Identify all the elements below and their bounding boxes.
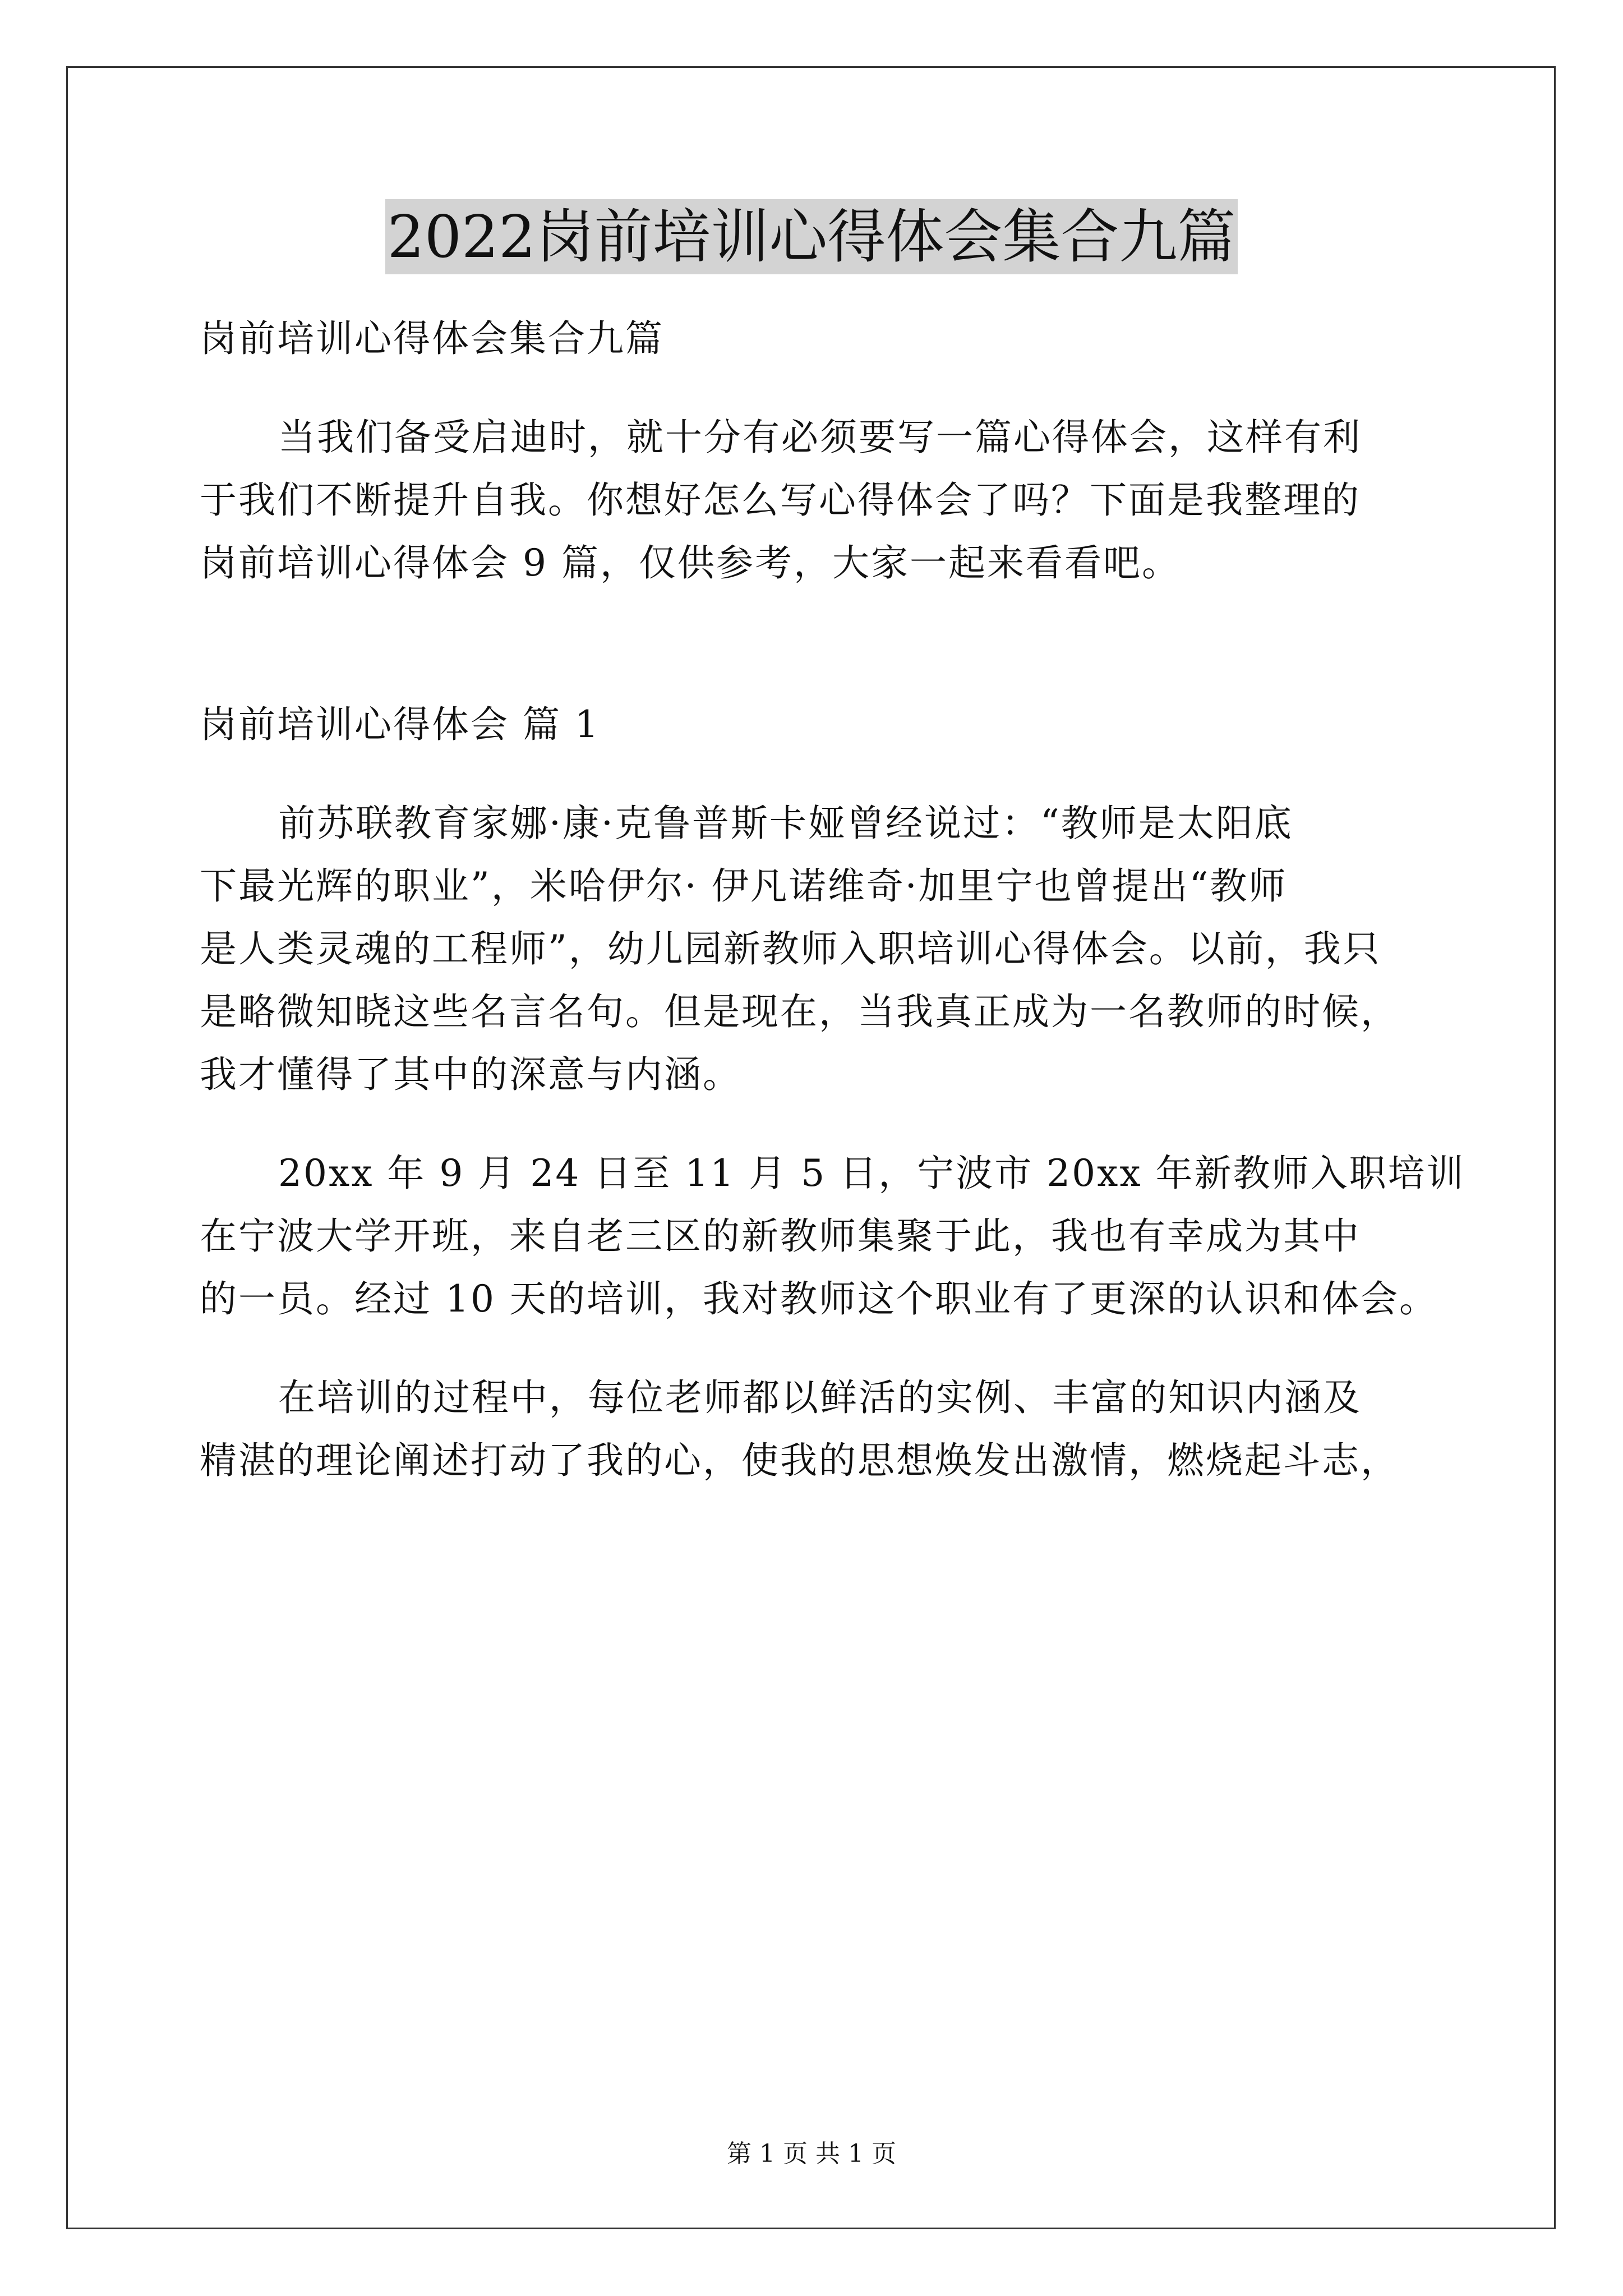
paragraph-line: 精湛的理论阐述打动了我的心，使我的思想焕发出激情，燃烧起斗志，	[200, 1439, 1399, 1482]
section-heading-text: 岗前培训心得体会 篇 1	[200, 703, 600, 746]
paragraph-line: 前苏联教育家娜·康·克鲁普斯卡娅曾经说过：“教师是太阳底	[278, 802, 1293, 845]
paragraph-1	[200, 792, 1428, 1106]
paragraph-line: 20xx 年 9 月 24 日至 11 月 5 日，宁波市 20xx 年新教师入职培训	[278, 1152, 1465, 1195]
page-number: 第 1 页 共 1 页	[727, 2139, 896, 2168]
paragraph-line: 是略微知晓这些名言名句。但是现在，当我真正成为一名教师的时候，	[200, 990, 1399, 1033]
subtitle	[200, 307, 1428, 370]
document-body	[200, 307, 1465, 1492]
intro-line: 于我们不断提升自我。你想好怎么写心得体会了吗？下面是我整理的	[200, 478, 1361, 522]
subtitle-line: 岗前培训心得体会集合九篇	[200, 317, 664, 360]
paragraph-3	[200, 1366, 1428, 1492]
section-heading	[200, 693, 1428, 756]
paragraph-line: 在培训的过程中，每位老师都以鲜活的实例、丰富的知识内涵及	[278, 1376, 1362, 1419]
paragraph-line: 下最光辉的职业”，米哈伊尔· 伊凡诺维奇·加里宁也曾提出“教师	[200, 864, 1288, 908]
document-title	[0, 197, 1623, 276]
page-footer	[0, 2137, 1623, 2171]
paragraph-line: 的一员。经过 10 天的培训，我对教师这个职业有了更深的认识和体会。	[200, 1277, 1438, 1320]
document-title-text: 2022岗前培训心得体会集合九篇	[385, 199, 1238, 274]
paragraph-line: 在宁波大学开班，来自老三区的新教师集聚于此，我也有幸成为其中	[200, 1214, 1361, 1258]
intro-line: 岗前培训心得体会 9 篇，仅供参考，大家一起来看看吧。	[200, 541, 1181, 585]
paragraph-line: 是人类灵魂的工程师”，幼儿园新教师入职培训心得体会。以前，我只	[200, 927, 1381, 970]
intro-paragraph	[200, 406, 1428, 595]
paragraph-line: 我才懂得了其中的深意与内涵。	[200, 1053, 741, 1096]
intro-line: 当我们备受启迪时，就十分有必须要写一篇心得体会，这样有利	[278, 416, 1362, 459]
paragraph-2	[200, 1142, 1465, 1331]
